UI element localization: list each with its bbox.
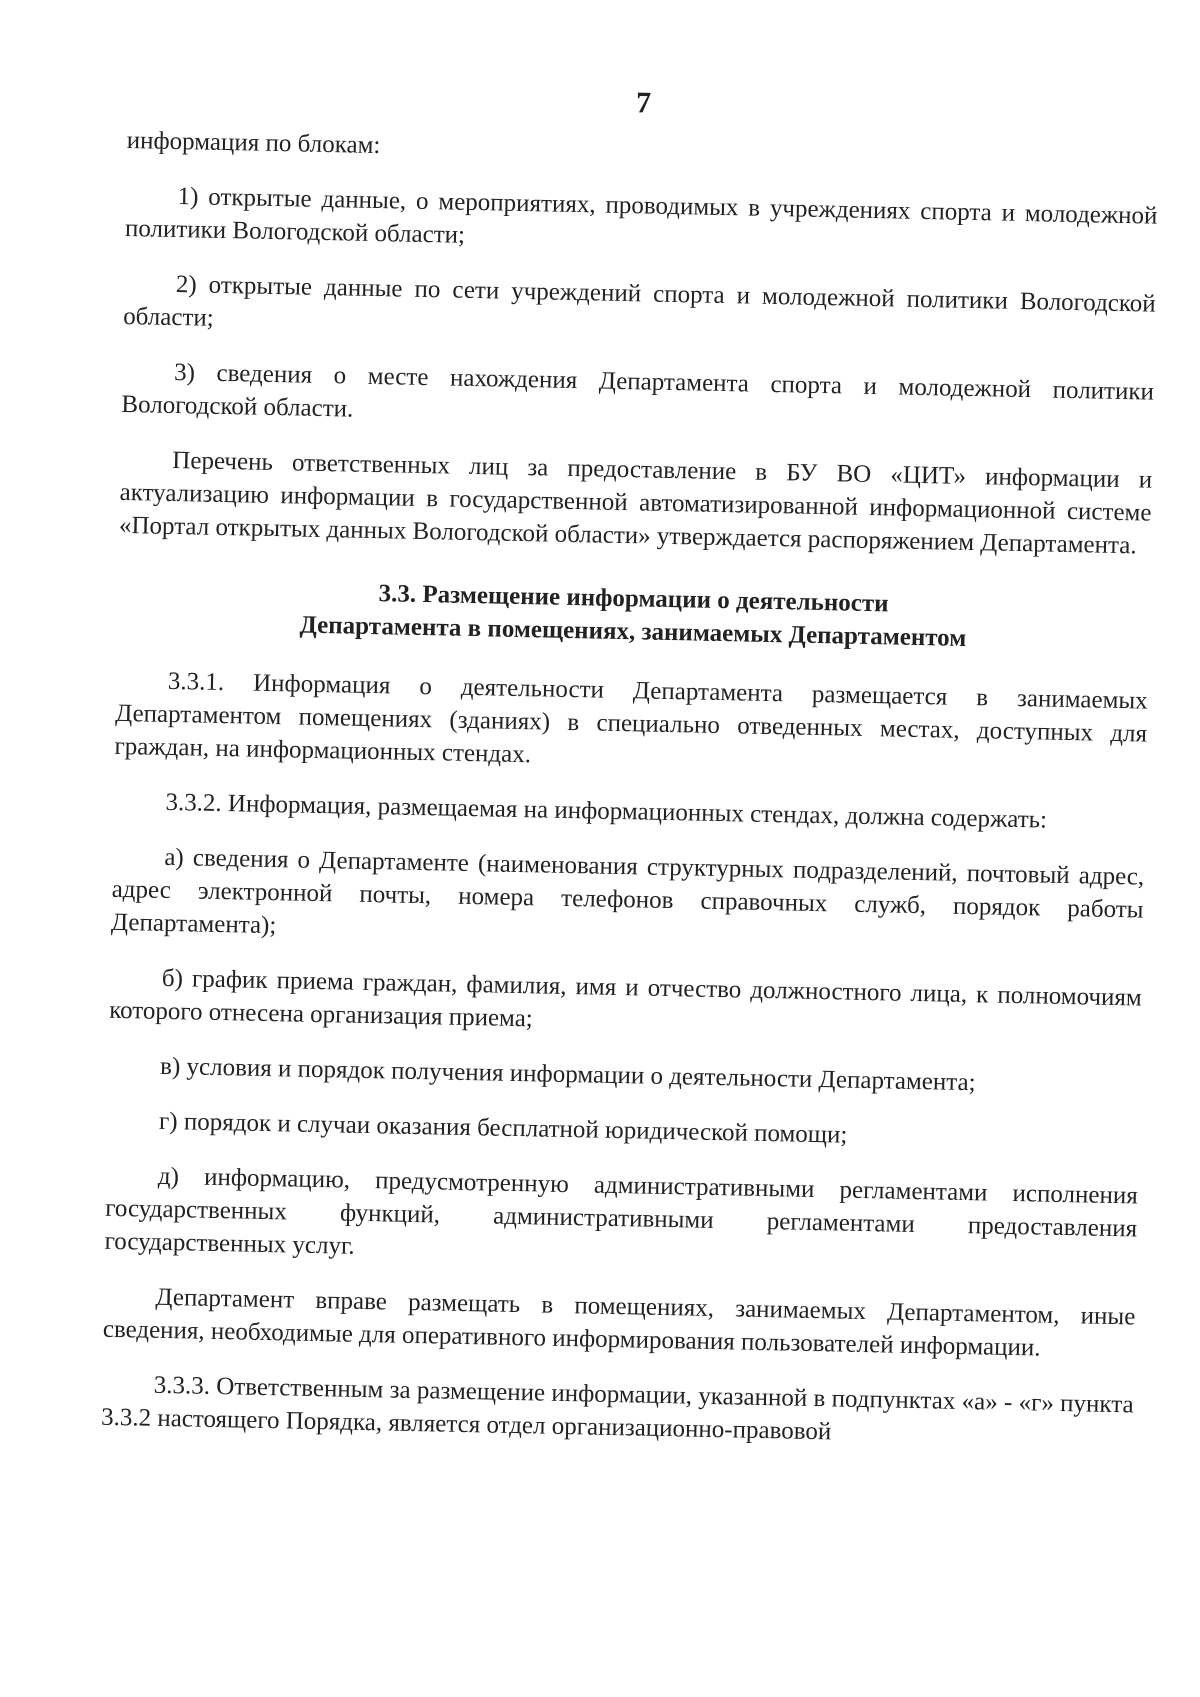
paragraph-item-b: б) график приема граждан, фамилия, имя и отчество должностного лица, к полномочиям которого отнесена организация приема;: [109, 964, 1143, 1033]
paragraph-3-3-3: 3.3.3. Ответственным за размещение информации, указанной в подпунктах «а» - «г» пункта 3.3.2 настоящего Порядка, является отдел организационно-правовой: [100, 1371, 1134, 1446]
section-heading: [117, 572, 1150, 659]
page-content: [100, 78, 1159, 1476]
section-heading-line-2: Департамента в помещениях, занимаемых Департаментом: [299, 611, 967, 652]
paragraph-3-3-2: 3.3.2. Информация, размещаемая на информационных стендах, должна содержать:: [165, 788, 1048, 834]
paragraph-3-3-1: 3.3.1. Информация о деятельности Департамента размещается в занимаемых Департаментом помещениях (зданиях) в специально отведенных местах, доступных для граждан, на информационных стендах.: [114, 667, 1148, 769]
page-number: 7: [635, 86, 652, 120]
paragraph-item-3: 3) сведения о месте нахождения Департамента спорта и молодежной политики Вологодской области.: [121, 358, 1155, 423]
paragraph-intro: информация по блокам:: [126, 126, 381, 160]
section-heading-line-1: 3.3. Размещение информации о деятельности: [378, 580, 889, 618]
paragraph-item-v: в) условия и порядок получения информации о деятельности Департамента;: [159, 1052, 976, 1097]
paragraph-responsible-list: Перечень ответственных лиц за предоставление в БУ ВО «ЦИТ» информации и актуализацию информации в государственной автоматизированной информационной системе «Портал открытых данных Вологодской области» утверждается распоряжением Департамента.: [118, 446, 1153, 560]
paragraph-item-a: а) сведения о Департаменте (наименования структурных подразделений, почтовый адрес, адрес электронной почты, номера телефонов справочных служб, порядок работы Департамента);: [110, 843, 1145, 940]
paragraph-item-2: 2) открытые данные по сети учреждений спорта и молодежной политики Вологодской области;: [122, 271, 1156, 332]
paragraph-department-right: Департамент вправе размещать в помещениях, занимаемых Департаментом, иные сведения, необходимые для оперативного информирования пользователей информации.: [102, 1283, 1136, 1362]
paragraph-item-d: д) информацию, предусмотренную административными регламентами исполнения государственных функций, административными регламентами предоставления государственных услуг.: [104, 1162, 1139, 1260]
paragraph-item-g: г) порядок и случаи оказания бесплатной юридической помощи;: [158, 1107, 848, 1149]
paragraph-item-1: 1) открытые данные, о мероприятиях, проводимых в учреждениях спорта и молодежной политики Вологодской области;: [124, 183, 1158, 249]
